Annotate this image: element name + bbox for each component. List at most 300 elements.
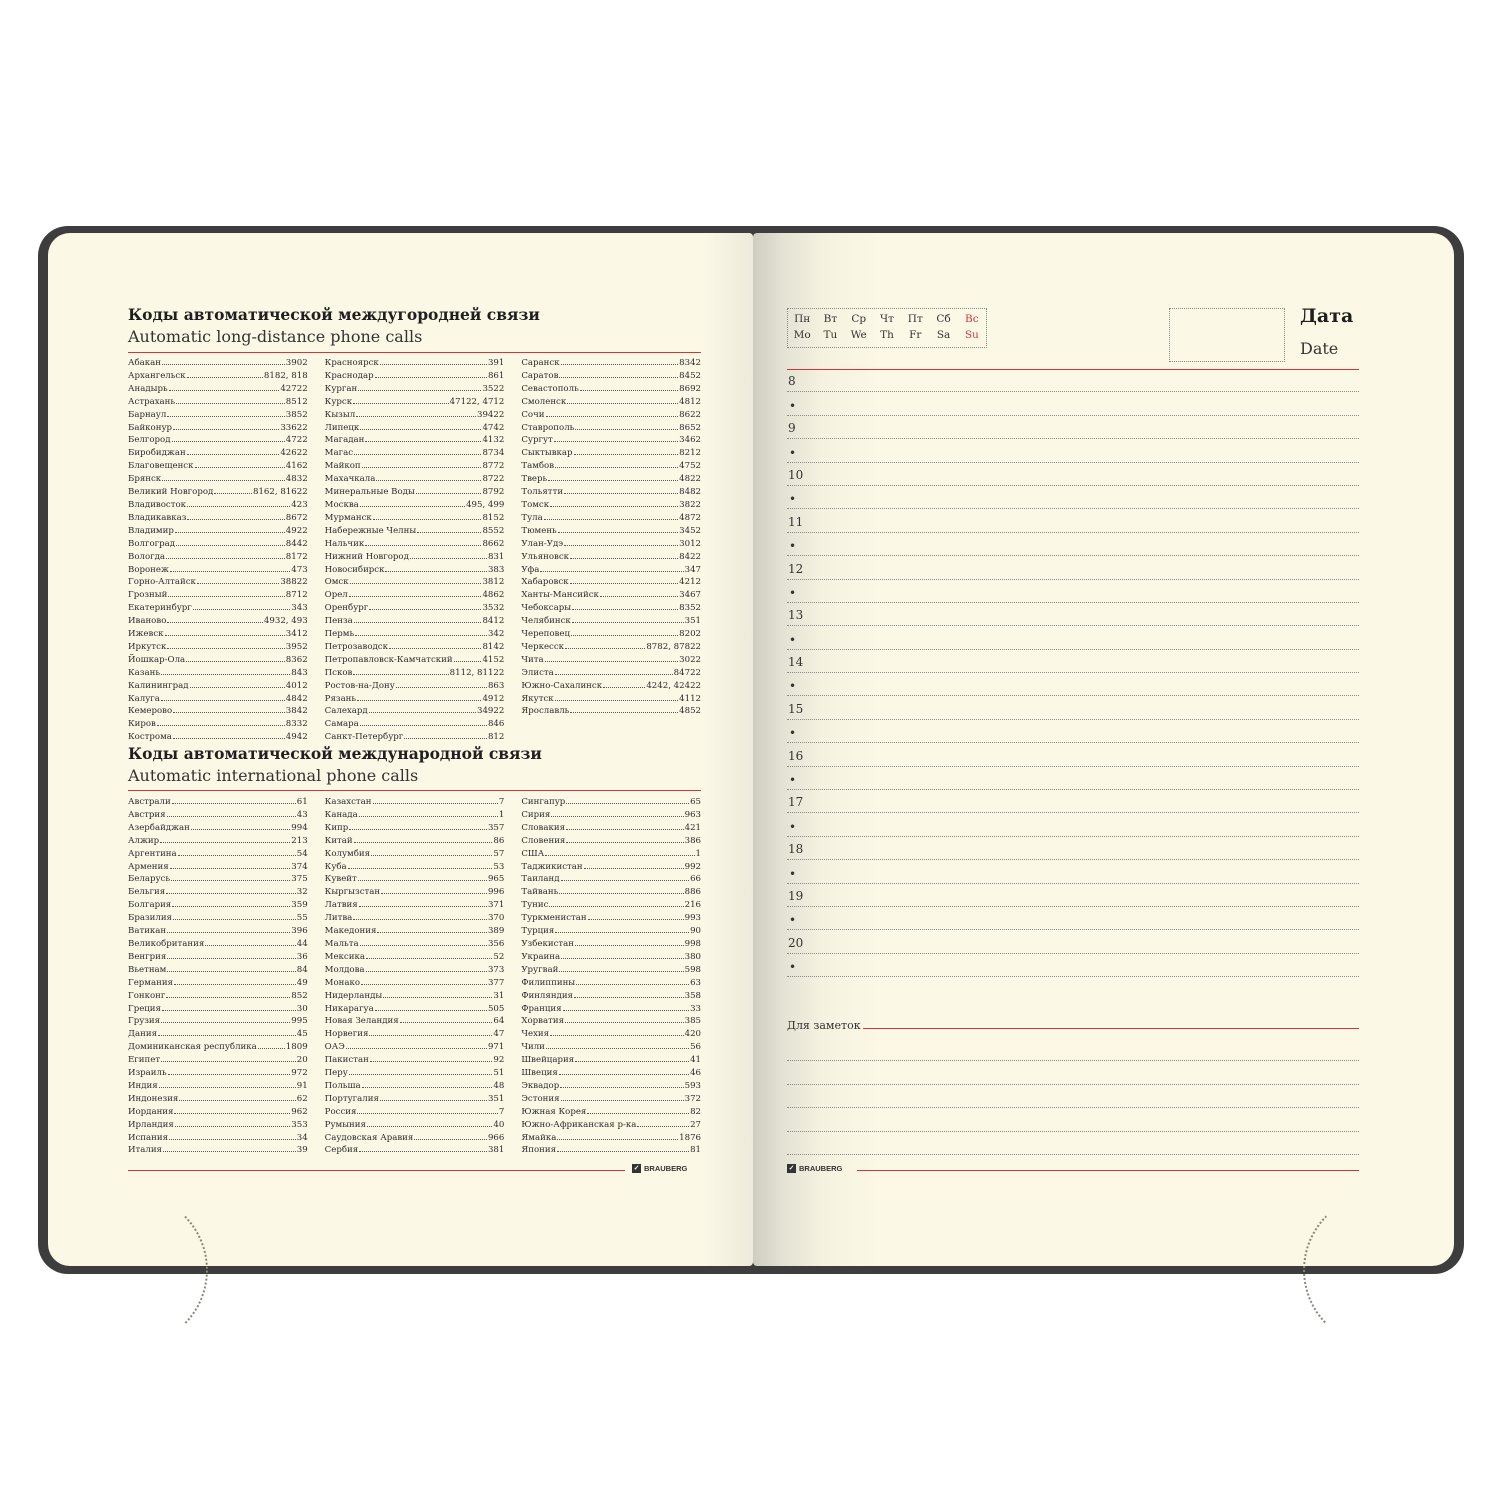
domestic-code-entry — [325, 564, 505, 577]
dial-code: 4162 — [285, 461, 308, 472]
dial-code: 8412 — [482, 616, 505, 627]
hour-row[interactable] — [787, 463, 1359, 486]
dial-code: 3012 — [679, 538, 702, 549]
dial-code: 391 — [487, 358, 505, 368]
weekday-mo[interactable] — [788, 309, 816, 347]
hour-row[interactable] — [787, 369, 1359, 392]
international-code-entry — [521, 925, 701, 938]
domestic-code-entry — [325, 680, 505, 693]
dial-code: 66 — [690, 874, 702, 885]
half-hour-row[interactable] — [787, 673, 1359, 696]
leader-dots — [362, 1087, 493, 1088]
dial-code: 8352 — [679, 603, 702, 614]
place-name: Туркменистан — [521, 913, 587, 924]
leader-dots — [380, 364, 487, 365]
dial-code: 3902 — [285, 358, 308, 368]
domestic-code-entry — [325, 589, 505, 602]
domestic-code-entry — [325, 693, 505, 706]
international-code-entry — [325, 822, 505, 835]
leader-dots — [357, 1113, 497, 1114]
domestic-code-entry — [325, 615, 505, 628]
half-hour-bullet: • — [789, 539, 797, 554]
leader-dots — [172, 906, 290, 907]
leader-dots — [567, 403, 678, 404]
weekday-label-en: Sa — [936, 329, 951, 341]
dial-code: 49 — [296, 977, 308, 988]
dial-code: 8552 — [482, 525, 505, 536]
dial-code: 4752 — [679, 461, 702, 472]
leader-dots — [359, 906, 487, 907]
dial-code: 55 — [296, 913, 308, 924]
dial-code: 4212 — [679, 577, 702, 588]
domestic-code-entry — [128, 422, 308, 435]
hour-label: 8 — [788, 374, 796, 389]
dial-code: 598 — [684, 964, 702, 975]
dial-code: 495, 499 — [466, 499, 505, 510]
leader-dots — [174, 1113, 290, 1114]
leader-dots — [574, 997, 684, 998]
place-name: Владикавказ — [128, 512, 187, 523]
half-hour-bullet: • — [789, 773, 797, 788]
international-code-entry — [325, 1028, 505, 1041]
place-name: Ульяновск — [521, 551, 570, 562]
domestic-code-entry — [325, 525, 505, 538]
dial-code: 812 — [487, 732, 505, 743]
half-hour-row[interactable] — [787, 533, 1359, 556]
leader-dots — [561, 880, 690, 881]
place-name: Перу — [324, 1068, 348, 1079]
place-name: Южная Корея — [521, 1106, 587, 1117]
place-name: Хорватия — [521, 1016, 565, 1027]
leader-dots — [373, 803, 498, 804]
leader-dots — [173, 712, 285, 713]
dial-code: 1 — [498, 809, 505, 820]
place-name: Польша — [324, 1080, 361, 1091]
dial-code: 47 — [493, 1029, 505, 1040]
half-hour-row[interactable] — [787, 767, 1359, 790]
place-name: Ярославль — [521, 706, 570, 717]
leader-dots — [417, 532, 481, 533]
place-name: Йошкар-Ола — [128, 654, 186, 665]
place-name: Улан-Удэ — [521, 538, 564, 549]
weekday-we[interactable] — [845, 309, 873, 347]
place-name: Рязань — [324, 693, 357, 704]
place-name: Киров — [128, 719, 156, 730]
place-name: Чита — [521, 654, 544, 665]
dial-code: 353 — [291, 1119, 308, 1130]
leader-dots — [174, 984, 296, 985]
domestic-code-entry — [521, 357, 701, 370]
place-name: Магас — [324, 448, 354, 459]
leader-dots — [175, 532, 285, 533]
dial-code: 43 — [296, 809, 308, 820]
international-code-entry — [521, 822, 701, 835]
international-code-entry — [521, 912, 701, 925]
leader-dots — [545, 661, 679, 662]
dial-code: 31 — [493, 990, 505, 1001]
place-name: Колумбия — [324, 848, 371, 859]
dial-code: 3467 — [679, 590, 702, 601]
notes-line[interactable] — [787, 1061, 1359, 1084]
international-code-entry — [325, 1015, 505, 1028]
dial-code: 359 — [291, 900, 308, 911]
dial-code: 8142 — [482, 641, 505, 652]
weekday-su[interactable] — [958, 309, 986, 347]
notes-line[interactable] — [787, 1038, 1359, 1061]
leader-dots — [600, 596, 678, 597]
international-code-entry — [521, 990, 701, 1003]
international-code-entry — [128, 822, 308, 835]
hour-row[interactable] — [787, 556, 1359, 579]
place-name: Чебоксары — [521, 603, 572, 614]
place-name: Липецк — [324, 422, 360, 433]
domestic-code-entry — [521, 680, 701, 693]
domestic-code-entry — [521, 434, 701, 447]
domestic-code-entry — [325, 499, 505, 512]
dial-code: 8482 — [679, 487, 702, 498]
hour-label: 19 — [788, 888, 804, 903]
hour-label: 11 — [788, 514, 804, 529]
dial-code: 7 — [498, 797, 505, 807]
dial-code: 57 — [493, 848, 505, 859]
international-code-entry — [325, 1144, 505, 1157]
leader-dots — [168, 1074, 291, 1075]
leader-dots — [163, 1151, 296, 1152]
leader-dots — [389, 648, 481, 649]
hour-row[interactable] — [787, 416, 1359, 439]
leader-dots — [367, 1126, 492, 1127]
place-name: Венгрия — [128, 951, 167, 962]
place-name: Эквадор — [521, 1080, 560, 1091]
domestic-code-entry — [128, 499, 308, 512]
leader-dots — [416, 493, 482, 494]
international-code-entry — [521, 1093, 701, 1106]
international-code-entry — [325, 951, 505, 964]
hour-row[interactable] — [787, 509, 1359, 532]
leader-dots — [375, 377, 487, 378]
dial-code: 371 — [487, 900, 505, 911]
dial-code: 4942 — [285, 732, 308, 743]
place-name: Филиппины — [521, 977, 576, 988]
leader-dots — [400, 1022, 493, 1023]
weekday-label-ru: Чт — [880, 313, 894, 325]
place-name: Сыктывкар — [521, 448, 573, 459]
weekday-th[interactable] — [873, 309, 901, 347]
place-name: Дания — [128, 1029, 157, 1040]
leader-dots — [190, 687, 285, 688]
dial-code: 886 — [684, 887, 702, 898]
half-hour-row[interactable] — [787, 439, 1359, 462]
dial-code: 81 — [690, 1145, 702, 1156]
place-name: Челябинск — [521, 616, 571, 627]
hour-row[interactable] — [787, 930, 1359, 953]
dial-code: 63 — [690, 977, 702, 988]
place-name: Канада — [324, 809, 358, 820]
place-name: Монако — [324, 977, 361, 988]
domestic-code-entry — [128, 564, 308, 577]
domestic-code-entry — [521, 615, 701, 628]
place-name: Петропавловск-Камчатский — [324, 654, 453, 665]
international-code-entry — [128, 809, 308, 822]
leader-dots — [195, 467, 285, 468]
half-hour-bullet: • — [789, 632, 797, 647]
domestic-code-entry — [521, 628, 701, 641]
leader-dots — [161, 1061, 296, 1062]
international-code-entry — [325, 899, 505, 912]
place-name: Япония — [521, 1145, 557, 1156]
leader-dots — [566, 842, 683, 843]
weekday-sa[interactable] — [929, 309, 957, 347]
place-name: Новая Зеландия — [324, 1016, 399, 1027]
leader-dots — [545, 855, 694, 856]
dial-code: 4152 — [482, 654, 505, 665]
leader-dots — [375, 1010, 487, 1011]
place-name: Турция — [521, 926, 555, 937]
international-code-entry — [521, 964, 701, 977]
dial-code: 8672 — [285, 512, 308, 523]
dial-code: 8112, 81122 — [449, 667, 505, 678]
dial-code: 33 — [690, 1003, 702, 1014]
place-name: Уфа — [521, 564, 540, 575]
place-name: Иордания — [128, 1106, 174, 1117]
half-hour-bullet: • — [789, 492, 797, 507]
hour-row[interactable] — [787, 884, 1359, 907]
domestic-column-2 — [325, 357, 505, 744]
notes-line[interactable] — [787, 1132, 1359, 1155]
dial-code: 91 — [296, 1080, 308, 1091]
leader-dots — [359, 816, 498, 817]
half-hour-row[interactable] — [787, 580, 1359, 603]
international-code-entry — [521, 1132, 701, 1145]
leader-dots — [559, 971, 683, 972]
place-name: Череповец — [521, 629, 571, 640]
leader-dots — [369, 712, 476, 713]
place-name: Тунис — [521, 900, 549, 911]
half-hour-row[interactable] — [787, 720, 1359, 743]
half-hour-row[interactable] — [787, 813, 1359, 836]
place-name: Ставрополь — [521, 422, 575, 433]
leader-dots — [575, 1061, 689, 1062]
leader-dots — [544, 519, 678, 520]
dial-code: 8452 — [679, 370, 702, 381]
notes-label: Для заметок — [787, 1019, 861, 1032]
leader-dots — [365, 441, 481, 442]
place-name: Алжир — [128, 835, 160, 846]
place-name: Южно-Африканская р-ка — [521, 1119, 637, 1130]
domestic-code-entry — [325, 538, 505, 551]
leader-dots — [161, 1022, 290, 1023]
half-hour-row[interactable] — [787, 486, 1359, 509]
hour-label: 18 — [788, 842, 804, 857]
place-name: Испания — [128, 1132, 169, 1143]
dial-code: 356 — [487, 938, 505, 949]
dial-code: 4742 — [482, 422, 505, 433]
dial-code: 41 — [690, 1055, 702, 1066]
leader-dots — [358, 880, 487, 881]
place-name: Владивосток — [128, 499, 187, 510]
leader-dots — [587, 1113, 689, 1114]
date-field[interactable] — [1169, 308, 1285, 362]
domestic-code-entry — [521, 499, 701, 512]
place-name: Россия — [324, 1106, 357, 1117]
domestic-code-entry — [325, 473, 505, 486]
notes-line[interactable] — [787, 1085, 1359, 1108]
half-hour-row[interactable] — [787, 954, 1359, 977]
domestic-code-entry — [325, 486, 505, 499]
domestic-code-entry — [325, 460, 505, 473]
dial-code: 1876 — [679, 1132, 702, 1143]
half-hour-row[interactable] — [787, 907, 1359, 930]
notes-line[interactable] — [787, 1108, 1359, 1131]
leader-dots — [551, 816, 683, 817]
dial-code: 8212 — [679, 448, 702, 459]
dial-code: 3952 — [285, 641, 308, 652]
hour-row[interactable] — [787, 837, 1359, 860]
international-column-3 — [521, 796, 701, 1157]
half-hour-row[interactable] — [787, 392, 1359, 415]
place-name: Казань — [128, 667, 160, 678]
domestic-code-entry — [128, 370, 308, 383]
domestic-code-entry — [325, 602, 505, 615]
dial-code: 843 — [291, 667, 308, 678]
leader-dots — [380, 1100, 487, 1101]
half-hour-row[interactable] — [787, 626, 1359, 649]
leader-dots — [159, 1087, 296, 1088]
place-name: Элиста — [521, 667, 554, 678]
domestic-code-entry — [521, 602, 701, 615]
weekday-fr[interactable] — [901, 309, 929, 347]
dial-code: 32 — [296, 887, 308, 898]
place-name: Литва — [324, 913, 353, 924]
place-name: Франция — [521, 1003, 562, 1014]
dial-code: 347 — [684, 564, 702, 575]
place-name: Греция — [128, 1003, 161, 1014]
leader-dots — [580, 390, 678, 391]
place-name: Барнаул — [128, 409, 167, 420]
half-hour-row[interactable] — [787, 860, 1359, 883]
place-name: Сербия — [324, 1145, 359, 1156]
place-name: Мальта — [324, 938, 359, 949]
hour-label: 12 — [788, 561, 804, 576]
international-code-entry — [521, 1041, 701, 1054]
domestic-code-entry — [325, 370, 505, 383]
place-name: Германия — [128, 977, 173, 988]
place-name: Норвегия — [324, 1029, 369, 1040]
leader-dots — [362, 467, 482, 468]
place-name: Байконур — [128, 422, 172, 433]
place-name: Салехард — [324, 706, 368, 717]
domestic-codes-subtitle: Automatic long-distance phone calls — [128, 327, 423, 346]
dial-code: 4722 — [285, 435, 308, 446]
domestic-column-3 — [521, 357, 701, 744]
international-code-entry — [325, 861, 505, 874]
dial-code: 4832 — [285, 474, 308, 485]
place-name: Набережные Челны — [324, 525, 417, 536]
place-name: Таиланд — [521, 874, 560, 885]
leader-dots — [559, 1074, 689, 1075]
place-name: Анадырь — [128, 383, 168, 394]
leader-dots — [564, 545, 678, 546]
hour-row[interactable] — [787, 650, 1359, 673]
place-name: Петрозаводск — [324, 641, 388, 652]
domestic-code-entry — [128, 538, 308, 551]
domestic-code-entry — [325, 628, 505, 641]
dial-code: 7 — [498, 1106, 505, 1117]
date-label-en: Date — [1300, 339, 1339, 358]
place-name: Чили — [521, 1042, 545, 1053]
domestic-red-rule — [128, 352, 701, 353]
leader-dots — [549, 906, 683, 907]
international-code-entry — [128, 873, 308, 886]
dial-code: 45 — [296, 1029, 308, 1040]
international-code-entry — [521, 951, 701, 964]
dial-code: 56 — [690, 1042, 702, 1053]
weekday-label-en: Tu — [823, 329, 838, 341]
weekday-tu[interactable] — [816, 309, 844, 347]
domestic-codes-list — [128, 357, 701, 744]
dial-code: 351 — [487, 1093, 505, 1104]
hour-row[interactable] — [787, 603, 1359, 626]
dial-code: 48 — [493, 1080, 505, 1091]
international-code-entry — [521, 796, 701, 809]
international-code-entry — [128, 796, 308, 809]
place-name: Азербайджан — [128, 822, 190, 833]
dial-code: 861 — [487, 370, 505, 381]
place-name: Армения — [128, 861, 169, 872]
domestic-codes-title: Коды автоматической междугородней связи — [128, 305, 540, 324]
leader-dots — [169, 1139, 296, 1140]
dial-code: 8652 — [679, 422, 702, 433]
dial-code: 852 — [291, 990, 308, 1001]
leader-dots — [396, 687, 487, 688]
notes-area — [787, 1038, 1359, 1155]
international-code-entry — [128, 1054, 308, 1067]
leader-dots — [546, 416, 679, 417]
leader-dots — [554, 441, 678, 442]
international-code-entry — [128, 1067, 308, 1080]
international-code-entry — [325, 873, 505, 886]
place-name: Томск — [521, 499, 550, 510]
place-name: Кемерово — [128, 706, 173, 717]
leader-dots — [167, 971, 295, 972]
leader-dots — [353, 674, 448, 675]
dial-code: 47122, 4712 — [449, 396, 505, 407]
leader-dots — [187, 506, 290, 507]
hour-row[interactable] — [787, 696, 1359, 719]
hour-row[interactable] — [787, 743, 1359, 766]
hour-row[interactable] — [787, 790, 1359, 813]
dial-code: 4842 — [285, 693, 308, 704]
place-name: Сочи — [521, 409, 545, 420]
dial-code: 4932, 493 — [263, 616, 308, 627]
domestic-code-entry — [325, 512, 505, 525]
place-name: Иркутск — [128, 641, 167, 652]
dial-code: 3852 — [285, 409, 308, 420]
hour-label: 10 — [788, 467, 804, 482]
leader-dots — [560, 1087, 683, 1088]
domestic-code-entry — [325, 357, 505, 370]
domestic-code-entry — [128, 641, 308, 654]
domestic-code-entry — [128, 654, 308, 667]
international-code-entry — [325, 964, 505, 977]
international-code-entry — [521, 1067, 701, 1080]
leader-dots — [350, 583, 482, 584]
dial-code: 1809 — [285, 1042, 308, 1053]
leader-dots — [171, 880, 290, 881]
dial-code: 8512 — [285, 396, 308, 407]
dial-code: 3022 — [679, 654, 702, 665]
dial-code: 4872 — [679, 512, 702, 523]
